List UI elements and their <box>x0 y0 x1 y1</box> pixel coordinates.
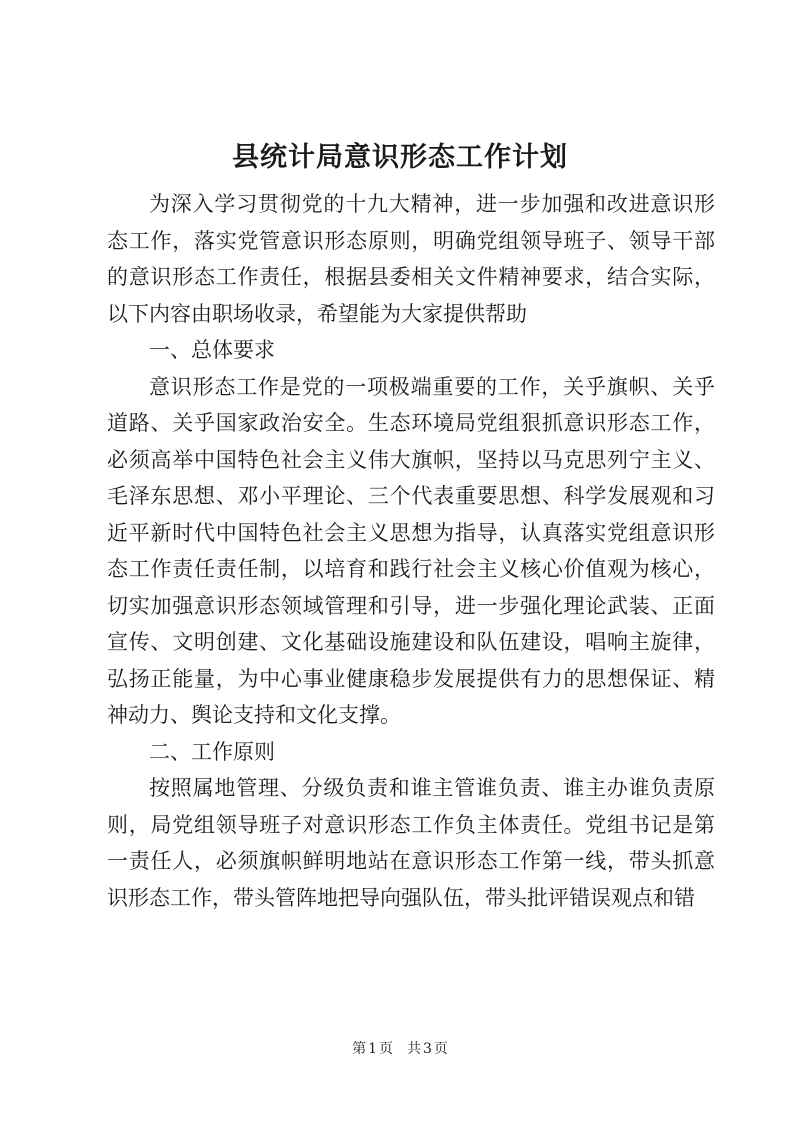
section-heading-work-principles: 二、工作原则 <box>149 739 275 764</box>
footer-total-unit: 页 <box>433 1041 448 1057</box>
footer-total-label: 共 <box>407 1041 421 1057</box>
document-title: 县统计局意识形态工作计划 <box>232 142 568 173</box>
footer-page-number: 1 <box>368 1041 377 1057</box>
section-heading-general-requirements: 一、总体要求 <box>149 338 275 362</box>
footer-page-label: 第 <box>352 1041 367 1057</box>
page-footer <box>0 1039 800 1059</box>
work-principles-paragraph: 按照属地管理、分级负责和谁主管谁负责、谁主办谁负责原则，局党组领导班子对意识形态工作负主体责任。党组书记是第一责任人，必须旗帜鲜明地站在意识形态工作第一线，带头抓意识形态工作，带头管阵地把导向强队伍，带头批评错误观点和错 <box>107 776 715 910</box>
document-body <box>107 186 715 916</box>
footer-page-unit: 页 <box>379 1041 393 1057</box>
intro-paragraph: 为深入学习贯彻党的十九大精神，进一步加强和改进意识形态工作，落实党管意识形态原则，明确党组领导班子、领导干部的意识形态工作责任，根据县委相关文件精神要求，结合实际，以下内容由职场收录，希望能为大家提供帮助 <box>107 192 715 326</box>
footer-total-pages: 3 <box>423 1041 432 1057</box>
general-requirements-paragraph: 意识形态工作是党的一项极端重要的工作，关乎旗帜、关乎道路、关乎国家政治安全。生态环境局党组狠抓意识形态工作，必须高举中国特色社会主义伟大旗帜，坚持以马克思列宁主义、毛泽东思想、邓小平理论、三个代表重要思想、科学发展观和习近平新时代中国特色社会主义思想为指导，认真落实党组意识形态工作责任责任制，以培育和践行社会主义核心价值观为核心，切实加强意识形态领域管理和引导，进一步强化理论武装、正面宣传、文明创建、文化基础设施建设和队伍建设，唱响主旋律，弘扬正能量，为中心事业健康稳步发展提供有力的思想保证、精神动力、舆论支持和文化支撑。 <box>107 374 715 727</box>
